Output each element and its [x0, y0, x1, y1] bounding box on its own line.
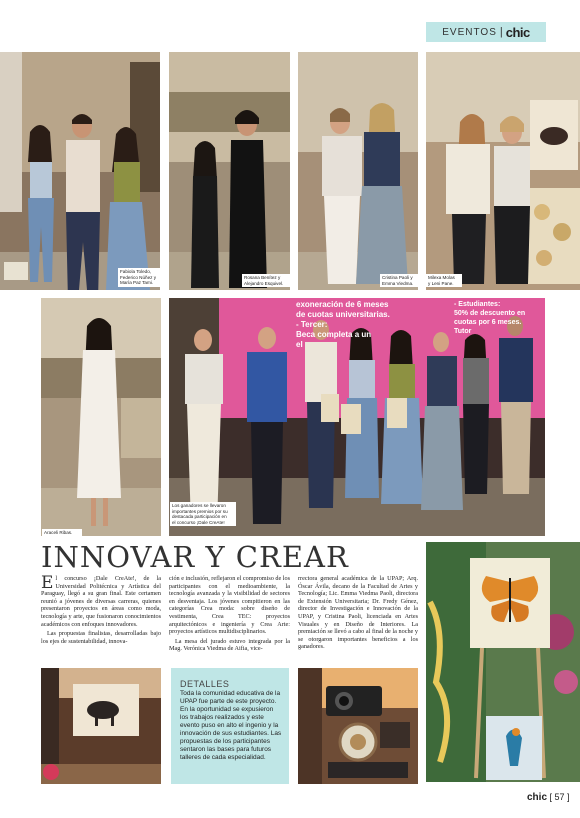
photo-two-women-image	[298, 52, 418, 290]
banner-line: Tutor	[454, 328, 472, 335]
caption-4-line: y Leni Pane.	[428, 280, 454, 286]
detalles-box	[171, 668, 289, 784]
column-1-paragraph	[41, 575, 161, 628]
caption-6	[170, 502, 236, 526]
banner-line: cuotas por 6 meses.	[454, 319, 522, 326]
caption-1	[118, 268, 162, 287]
banner-line: de cuotas universitarias.	[296, 310, 390, 319]
article-title: INNOVAR Y CREAR	[41, 540, 349, 574]
section-header	[426, 22, 546, 42]
caption-3-line: Emma Viedma.	[382, 280, 414, 286]
column-3-paragraph: rrectora general académica de la UPAP; Arq. Óscar Ávila, decano de la Facultad de Artes y Tecnología; Lic. Emma Viedma Paoli, directora de Extensión Universitaria; Dr. Fredy Génez, director de Investigación e Innovación de la UPAP, y Cristina Paoli, licenciada en Artes Visuales y en Diseño de Interiores. La premiación se llevó a cabo al final de la noche y se otorgaron importantes beneficios a los ganadores.	[298, 575, 418, 651]
page-number: [ 57 ]	[549, 792, 570, 802]
caption-4-line: Milexa Molas	[428, 275, 455, 280]
paragraph-text: l concurso ¡Dale CreAte!, de la Universidad Politécnica y Artística del Paraguay, llegó a su gran final. Este certamen reunió a jóvenes de diversas carreras, quienes presentaron proyectos en áreas como moda, tecnología y arte, que fusionaron conocimientos académicos con enfoques innovadores.	[41, 575, 161, 628]
photo-butterfly-painting	[426, 542, 580, 782]
banner-line: - Tercer:	[296, 320, 328, 329]
column-2-paragraph: La mesa del jurado estuvo integrada por la Mag. Verónica Viedma de Aifia, vice-	[169, 637, 290, 653]
page-footer	[527, 792, 570, 803]
photo-group-three	[0, 52, 160, 290]
caption-1-line: Federico Núñez y	[120, 274, 157, 280]
caption-5	[42, 529, 82, 537]
photo-winners-group	[169, 298, 545, 536]
photo-two-people-image	[169, 52, 290, 290]
caption-2	[242, 274, 292, 287]
photo-exhibit-painting	[41, 668, 161, 784]
banner-text-right	[454, 300, 525, 336]
footer-logo: chic	[527, 792, 548, 803]
caption-5-line: Araceli Ribas.	[44, 530, 73, 535]
photo-exhibit-objects	[298, 668, 418, 784]
caption-6-line: importantes premios por su	[172, 508, 228, 514]
magazine-logo: chic	[505, 24, 530, 40]
detalles-text: Toda la comunidad educativa de la UPAP fue parte de este proyecto. En la oportunidad se expusieron los trabajos realizados y este evento puso en alto el ingenio y la innovación de sus estudiantes. Las propuestas de los participantes sentaron las bases para futuros talleres de cada especialidad.	[180, 690, 282, 761]
column-2-paragraph: ción e inclusión, reflejaron el compromiso de los participantes con el medioambiente, la tecnología avanzada y la visibilidad de sectores en desventaja. Los jóvenes compitieron en las categorías Crea moda: sobre diseño de vestimenta, Crea TEC: proyectos arquitectónicos e ingeniería y Crea Arte: proyectos artísticos multidisciplinarios.	[169, 575, 290, 636]
banner-text-left	[296, 300, 390, 350]
banner-line: - Estudiantes:	[454, 301, 501, 308]
section-label: EVENTOS	[442, 26, 497, 38]
banner-line: el	[296, 340, 303, 349]
header-divider: |	[499, 26, 503, 38]
caption-6-line: el concurso ¡Dale CreAte!	[172, 519, 225, 525]
caption-3-line: Cristina Paoli y	[382, 275, 413, 280]
butterfly-painting-image	[426, 542, 580, 782]
exhibit-objects-image	[298, 668, 418, 784]
article-column-3	[298, 575, 418, 653]
photo-group-two-b	[298, 52, 418, 290]
exhibit-painting-image	[41, 668, 161, 784]
banner-line: exoneración de 6 meses	[296, 300, 389, 309]
photo-three-people-image	[0, 52, 160, 290]
caption-2-line: Alejandro Esquivel.	[244, 280, 284, 286]
caption-6-line: destacada participación en	[172, 514, 227, 520]
banner-line: 50% de descuento en	[454, 310, 526, 317]
photo-single-woman	[41, 298, 161, 536]
caption-2-line: Rosana Benítez y	[244, 275, 281, 280]
photo-single-woman-image	[41, 298, 161, 536]
caption-3	[380, 274, 422, 287]
detalles-heading: DETALLES	[180, 679, 230, 689]
photo-women-paintings-image	[426, 52, 580, 290]
photo-group-two-a	[169, 52, 290, 290]
caption-1-line: Fabiola Toledo,	[120, 269, 152, 274]
photo-group-two-c	[426, 52, 580, 290]
caption-6-line: Los ganadores se llevaron	[172, 503, 226, 508]
caption-4	[426, 274, 462, 287]
drop-cap: E	[41, 573, 54, 593]
column-1-paragraph: Las propuestas finalistas, desarrolladas bajo los ejes de sustentabilidad, innova-	[41, 630, 161, 645]
article-column-2	[169, 575, 290, 655]
caption-1-line: María Paz Tami.	[120, 280, 154, 286]
banner-line: Beca completa a un	[296, 330, 372, 339]
article-column-1	[41, 575, 161, 647]
